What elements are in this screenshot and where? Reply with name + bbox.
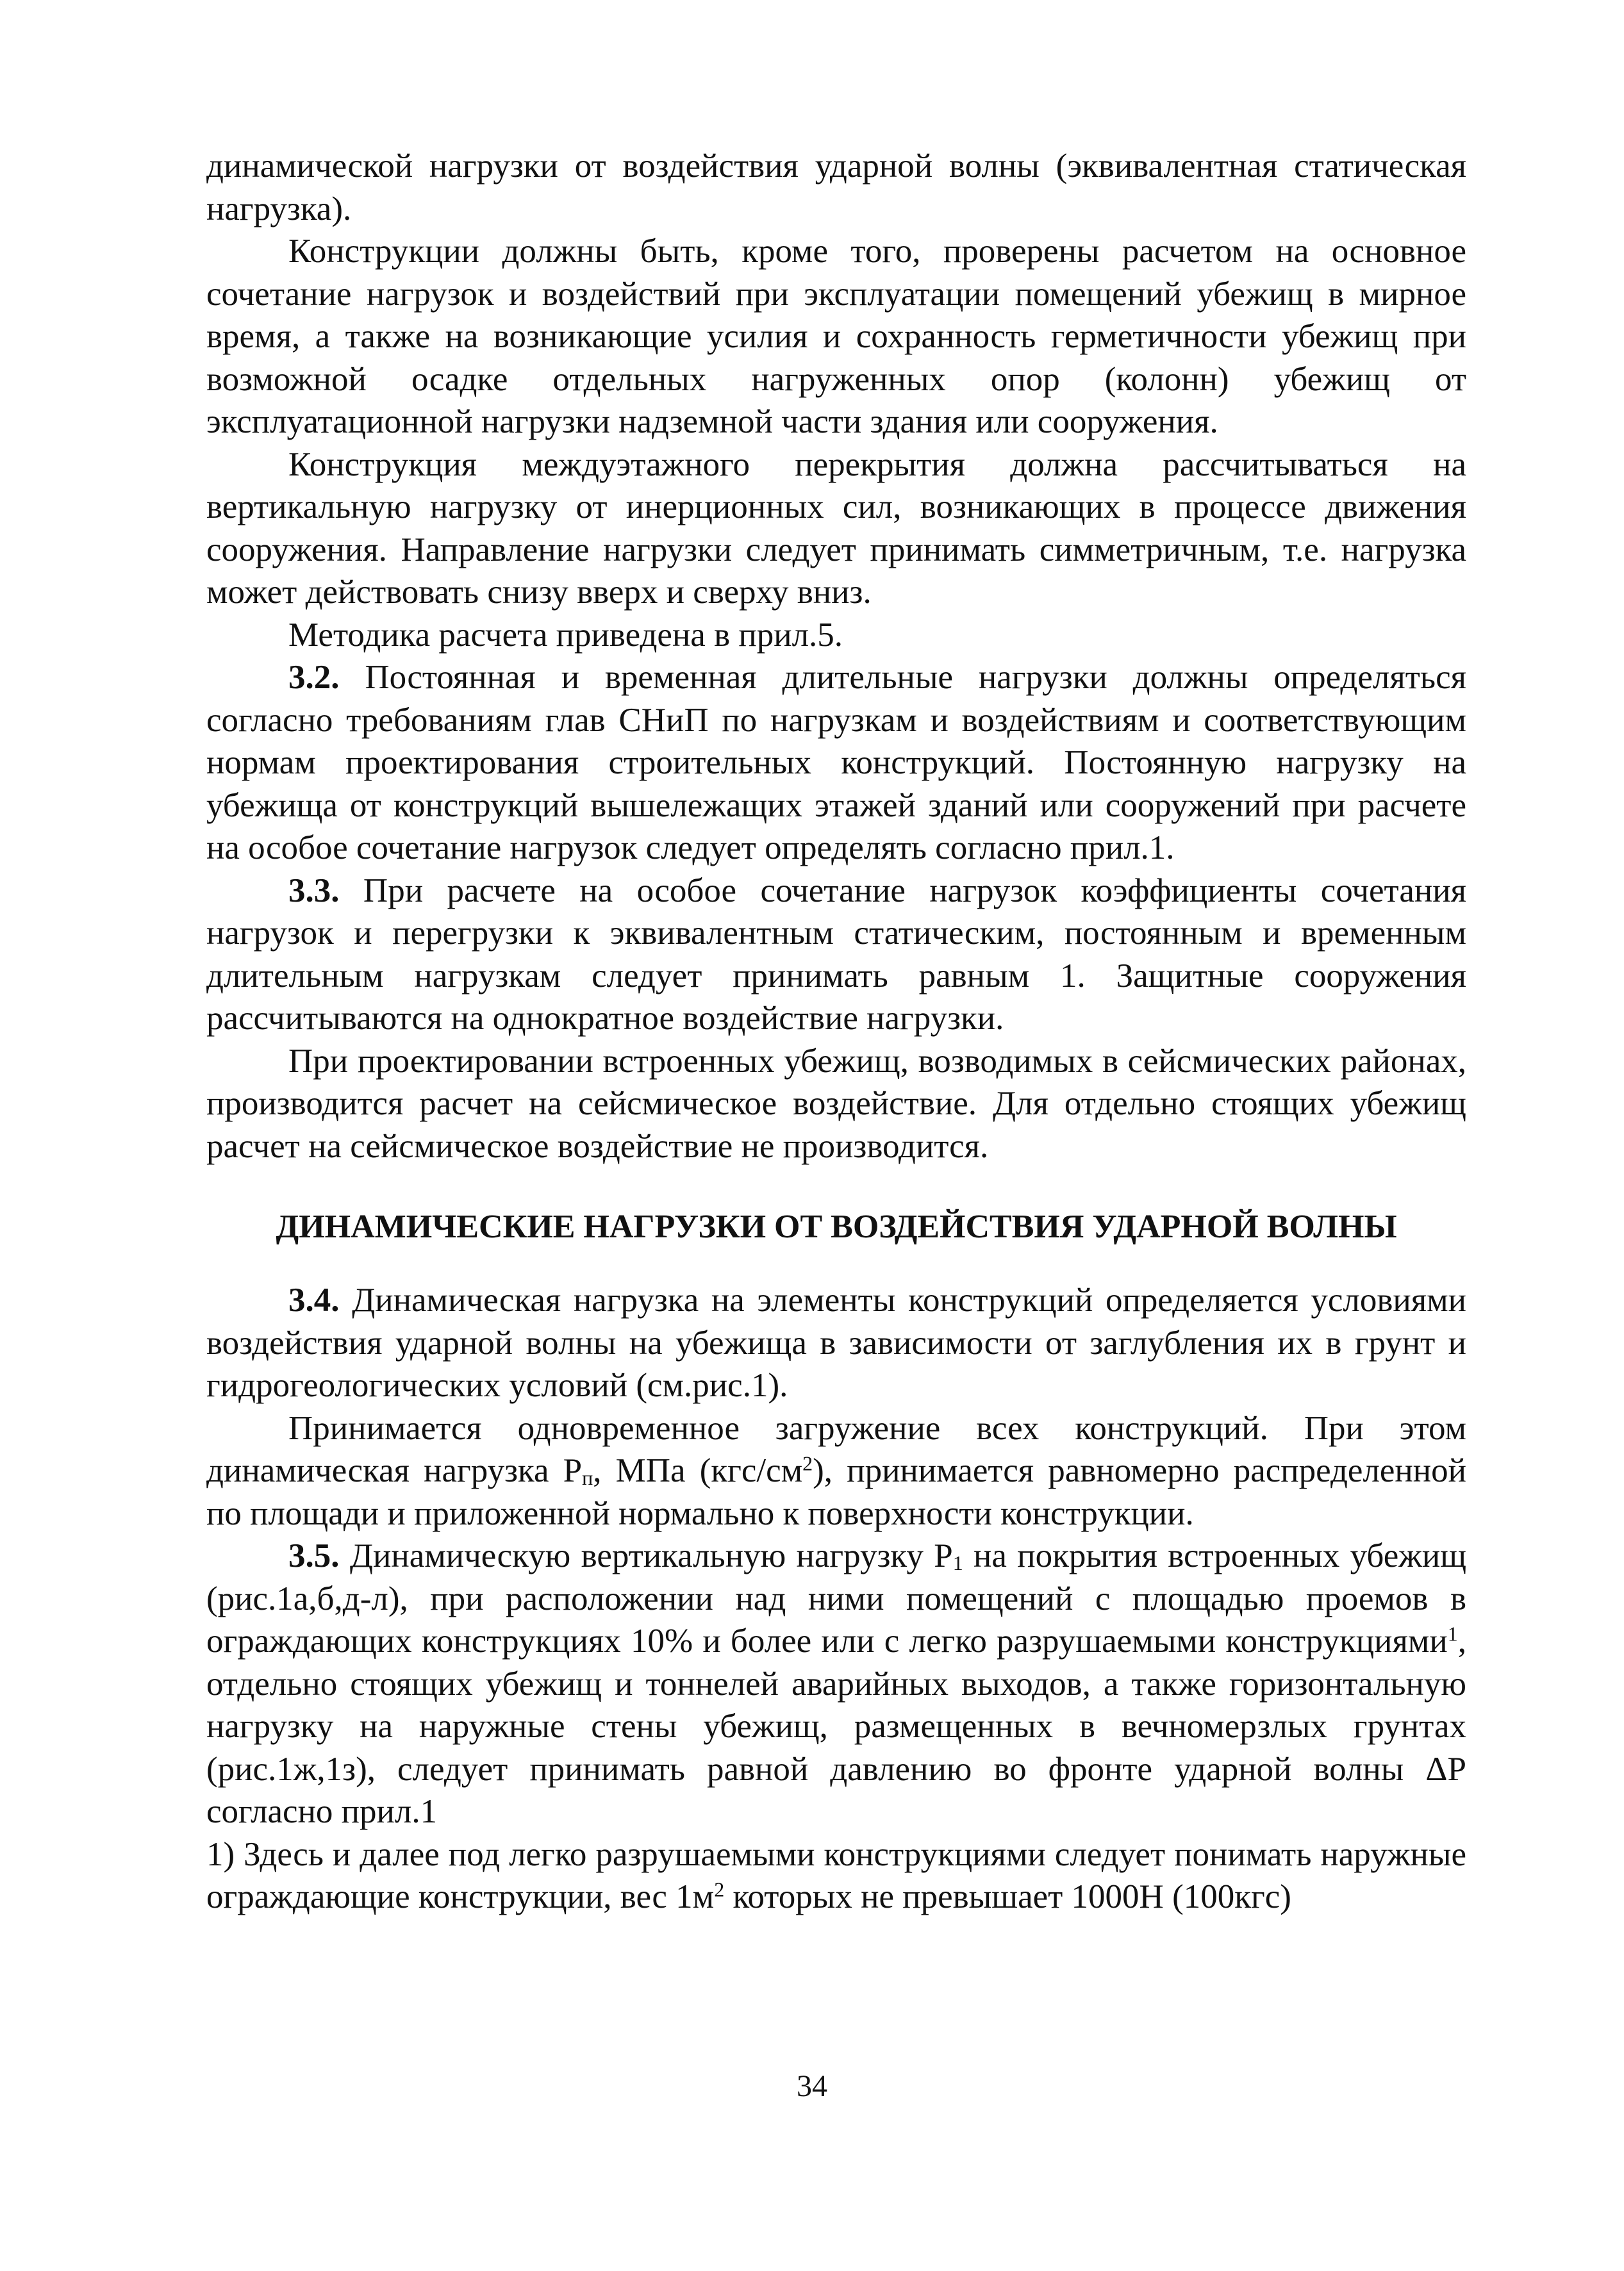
page-number: 34	[797, 2069, 827, 2103]
subscript: 1	[952, 1551, 963, 1574]
superscript: 2	[714, 1878, 725, 1901]
subscript: п	[582, 1466, 593, 1489]
paragraph	[206, 1040, 1466, 1168]
paragraph-continuation	[206, 145, 1466, 230]
clause-number: 3.2.	[288, 659, 340, 696]
document-page	[206, 145, 1466, 1919]
footnote-marker: 1	[1447, 1622, 1458, 1646]
paragraph-text: При расчете на особое сочетание нагрузок коэффициенты сочетания нагрузок и перегрузки к эквивалентным статическим, постоянным и временным длительным нагрузкам следует принимать равным 1. Защитные сооружения рассчитываются на однократное воздействие нагрузки.	[206, 871, 1466, 1037]
paragraph-text: ), принимается равномерно распределенной по площади и приложенной нормально к поверхности конструкции.	[206, 1452, 1467, 1532]
paragraph-text: динамической нагрузки от воздействия ударной волны (эквивалентная статическая нагрузка).	[206, 147, 1466, 227]
clause-3-5	[206, 1535, 1466, 1833]
paragraph-text: Динамическая нагрузка на элементы конструкций определяется условиями воздействия ударной волны на убежища в зависимости от заглубления их в грунт и гидрогеологических условий (см.рис.1).	[206, 1282, 1466, 1404]
footnote-text: 1) Здесь и далее под легко разрушаемыми конструкциями следует понимать наружные ограждающие конструкции, вес 1м	[206, 1835, 1466, 1915]
clause-3-3	[206, 870, 1466, 1040]
clause-number: 3.3.	[288, 871, 340, 909]
clause-number: 3.5.	[288, 1537, 340, 1574]
superscript: 2	[802, 1451, 813, 1475]
clause-3-4	[206, 1279, 1466, 1407]
footnote-text: которых не превышает 1000Н (100кгс)	[724, 1878, 1291, 1915]
paragraph	[206, 1407, 1466, 1535]
paragraph	[206, 230, 1466, 443]
clause-3-2	[206, 656, 1466, 870]
paragraph-text: Методика расчета приведена в прил.5.	[288, 616, 843, 654]
paragraph-text: Постоянная и временная длительные нагрузки должны определяться согласно требованиям глав СНиП по нагрузкам и воздействиям и соответствующим нормам проектирования строительных конструкций. Постоянную нагрузку на убежища от конструкций вышележащих этажей зданий или сооружений при расчете на особое сочетание нагрузок следует определять согласно прил.1.	[206, 659, 1466, 866]
paragraph-text: Конструкции должны быть, кроме того, проверены расчетом на основное сочетание нагрузок и воздействий при эксплуатации помещений убежищ в мирное время, а также на возникающие усилия и сохранность герметичности убежищ при возможной осадке отдельных нагруженных опор (колонн) убежищ от эксплуатационной нагрузки надземной части здания или сооружения.	[206, 233, 1466, 440]
paragraph	[206, 443, 1466, 614]
footnote	[206, 1833, 1466, 1919]
paragraph-text: При проектировании встроенных убежищ, возводимых в сейсмических районах, производится расчет на сейсмическое воздействие. Для отдельно стоящих убежищ расчет на сейсмическое воздействие не производится.	[206, 1042, 1466, 1165]
paragraph-text: , отдельно стоящих убежищ и тоннелей аварийных выходов, а также горизонтальную нагрузку на наружные стены убежищ, размещенных в вечномерзлых грунтах (рис.1ж,1з), следует принимать равной давлению во фронте ударной волны ΔP согласно прил.1	[206, 1623, 1466, 1830]
section-heading: ДИНАМИЧЕСКИЕ НАГРУЗКИ ОТ ВОЗДЕЙСТВИЯ УДАРНОЙ ВОЛНЫ	[276, 1209, 1397, 1245]
paragraph	[206, 614, 1466, 657]
clause-number: 3.4.	[288, 1282, 340, 1319]
paragraph-text: Динамическую вертикальную нагрузку P	[339, 1537, 953, 1574]
paragraph-text: на покрытия встроенных убежищ (рис.1а,б,д-л), при расположении над ними помещений с площадью проемов в ограждающих конструкциях 10% и более или с легко разрушаемыми конструкциями	[206, 1537, 1467, 1660]
paragraph-text: Принимается одновременное загружение всех конструкций. При этом динамическая нагрузка P	[206, 1409, 1466, 1489]
paragraph-text: , МПа (кгс/см	[593, 1452, 803, 1489]
paragraph-text: Конструкция междуэтажного перекрытия должна рассчитываться на вертикальную нагрузку от инерционных сил, возникающих в процессе движения сооружения. Направление нагрузки следует принимать симметричным, т.е. нагрузка может действовать снизу вверх и сверху вниз.	[206, 445, 1466, 611]
